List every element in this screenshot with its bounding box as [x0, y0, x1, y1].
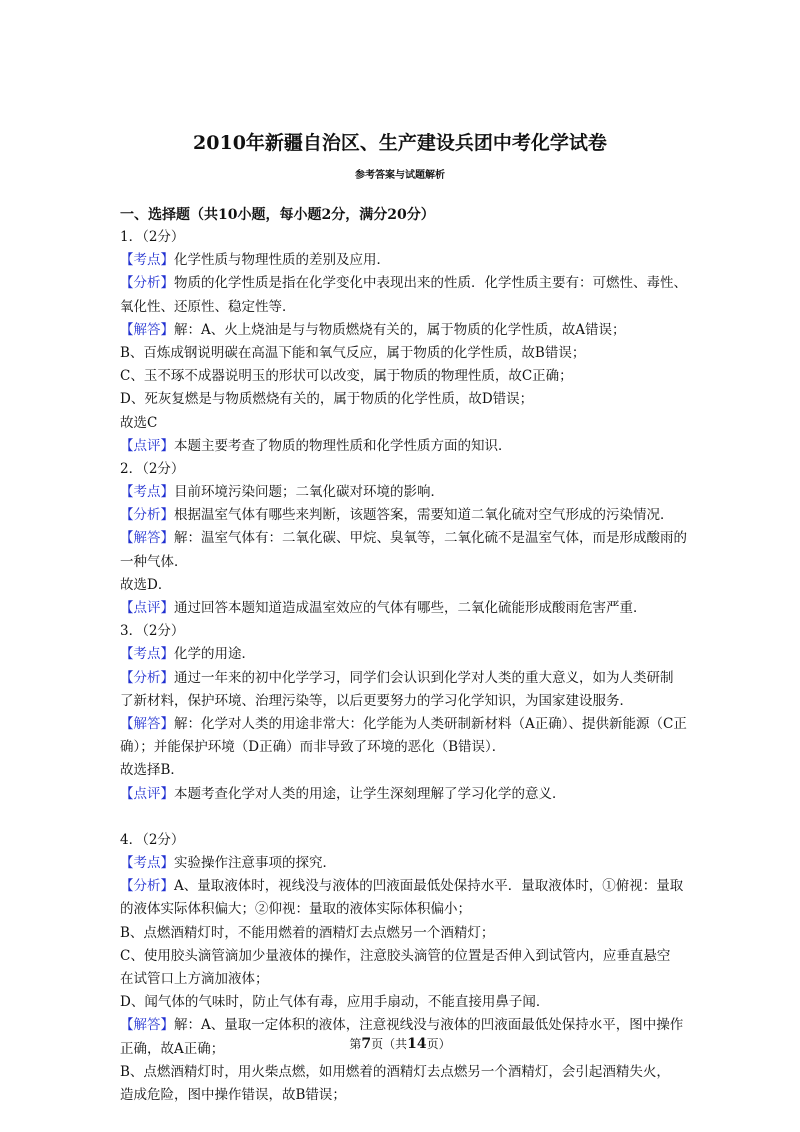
line-text: 物质的化学性质是指在化学变化中表现出来的性质．化学性质主要有：可燃性、毒性、 — [174, 275, 687, 292]
section-tag: 【解答】 — [120, 321, 174, 338]
line-text: 本题主要考查了物质的物理性质和化学性质方面的知识． — [174, 437, 512, 454]
text-line: 造成危险，图中操作错误，故B错误； — [120, 1086, 346, 1103]
section-tag: 【分析】 — [120, 669, 174, 686]
text-line: 故选D． — [120, 576, 172, 593]
footer-prefix: 第 — [349, 1037, 362, 1051]
text-line — [120, 319, 686, 342]
line-text: 解：化学对人类的用途非常大：化学能为人类研制新材料（A正确）、提供新能源（C正 — [174, 715, 687, 732]
text-line: B、点燃酒精灯时，不能用燃着的酒精灯去点燃另一个酒精灯； — [120, 924, 495, 941]
section-tag: 【解答】 — [120, 715, 174, 732]
section-tag: 【点评】 — [120, 437, 174, 454]
text-line: 确）；并能保护环境（D正确）而非导致了环境的恶化（B错误）． — [120, 739, 506, 756]
text-line — [120, 527, 686, 550]
line-text: 实验操作注意事项的探究． — [174, 855, 336, 872]
line-text: 化学性质与物理性质的差别及应用． — [174, 252, 390, 269]
blank-line — [120, 806, 686, 829]
text-line: 正确，故A正确； — [120, 1040, 225, 1057]
text-line — [120, 643, 686, 666]
page-title: 2010年新疆自治区、生产建设兵团中考化学试卷 — [193, 132, 607, 154]
footer-suffix: 页） — [426, 1037, 451, 1051]
line-text: 解：A、量取一定体积的液体，注意视线没与液体的凹液面最低处保持水平，图中操作 — [174, 1017, 684, 1034]
section-tag: 【考点】 — [120, 252, 174, 269]
text-line: 氧化性、还原性、稳定性等． — [120, 298, 296, 315]
section-tag: 【解答】 — [120, 1017, 174, 1034]
text-line: 3．（2分） — [120, 623, 185, 640]
text-line — [120, 783, 686, 806]
section-tag: 【点评】 — [120, 600, 174, 616]
line-text: 通过一年来的初中化学学习，同学们会认识到化学对人类的重大意义，如为人类研制 — [174, 669, 674, 686]
page-footer — [0, 1035, 800, 1052]
text-line — [120, 435, 686, 458]
text-line: C、使用胶头滴管滴加少量液体的操作，注意胶头滴管的位置是否伸入到试管内，应垂直悬空 — [120, 947, 671, 964]
text-line: 了新材料，保护环境、治理污染等，以后更要努力的学习化学知识，为国家建设服务． — [120, 692, 633, 709]
section-tag: 【考点】 — [120, 855, 174, 872]
line-text: 目前环境污染问题；二氧化碳对环境的影响． — [174, 484, 444, 501]
section-tag: 【考点】 — [120, 484, 174, 501]
text-line: D、死灰复燃是与物质燃烧有关的，属于物质的化学性质，故D错误； — [120, 391, 534, 408]
line-text: 通过回答本题知道造成温室效应的气体有哪些，二氧化硫能形成酸雨危害严重． — [174, 600, 647, 616]
footer-page-number: 7 — [361, 1036, 372, 1052]
line-text: A、量取液体时，视线没与液体的凹液面最低处保持水平．量取液体时，①俯视：量取 — [174, 878, 684, 895]
line-text: 解：温室气体有：二氧化碳、甲烷、臭氧等，二氧化硫不是温室气体，而是形成酸雨的 — [174, 530, 687, 547]
section-tag: 【解答】 — [120, 530, 174, 547]
text-line — [120, 713, 686, 736]
footer-middle: 页（共 — [371, 1037, 408, 1051]
text-line: 在试管口上方滴加液体； — [120, 971, 269, 987]
text-line: B、百炼成钢说明碳在高温下能和氧气反应，属于物质的化学性质，故B错误； — [120, 344, 586, 361]
text-line: B、点燃酒精灯时，用火柴点燃，如用燃着的酒精灯去点燃另一个酒精灯，会引起酒精失火， — [120, 1063, 670, 1080]
text-line: 故选择B． — [120, 762, 184, 779]
text-line — [120, 481, 686, 504]
text-line: 的液体实际体积偏大；②仰视：量取的液体实际体积偏小； — [120, 901, 471, 918]
line-text: 根据温室气体有哪些来判断，该题答案，需要知道二氧化硫对空气形成的污染情况． — [174, 507, 674, 524]
section-tag: 【点评】 — [120, 785, 174, 802]
line-text: 本题考查化学对人类的用途，让学生深刻理解了学习化学的意义． — [174, 785, 566, 802]
section-tag: 【考点】 — [120, 646, 174, 663]
section-tag: 【分析】 — [120, 275, 174, 292]
text-line: 2．（2分） — [120, 460, 185, 477]
line-text: 化学的用途． — [174, 646, 255, 663]
text-line — [120, 504, 686, 527]
section-heading: 一、选择题（共10小题，每小题2分，满分20分） — [120, 207, 435, 223]
footer-total-pages: 14 — [407, 1036, 427, 1052]
text-line — [120, 272, 686, 295]
text-line: 1．（2分） — [120, 229, 185, 245]
text-line: 4．（2分） — [120, 831, 185, 848]
text-line — [120, 667, 686, 690]
text-line: 一种气体． — [120, 553, 188, 570]
text-line — [120, 249, 686, 272]
section-tag: 【分析】 — [120, 507, 174, 524]
text-line: D、闻气体的气味时，防止气体有毒，应用手扇动，不能直接用鼻子闻． — [120, 994, 550, 1011]
text-line — [120, 875, 686, 898]
text-line — [120, 852, 686, 875]
text-line: 故选C — [120, 414, 158, 431]
page-subtitle: 参考答案与试题解析 — [355, 170, 445, 181]
answer-body — [120, 226, 686, 1107]
text-line: C、玉不琢不成器说明玉的形状可以改变，属于物质的物理性质，故C正确； — [120, 368, 573, 385]
section-tag: 【分析】 — [120, 878, 174, 895]
text-line — [120, 597, 686, 620]
line-text: 解：A、火上烧油是与与物质燃烧有关的，属于物质的化学性质，故A错误； — [174, 321, 626, 338]
